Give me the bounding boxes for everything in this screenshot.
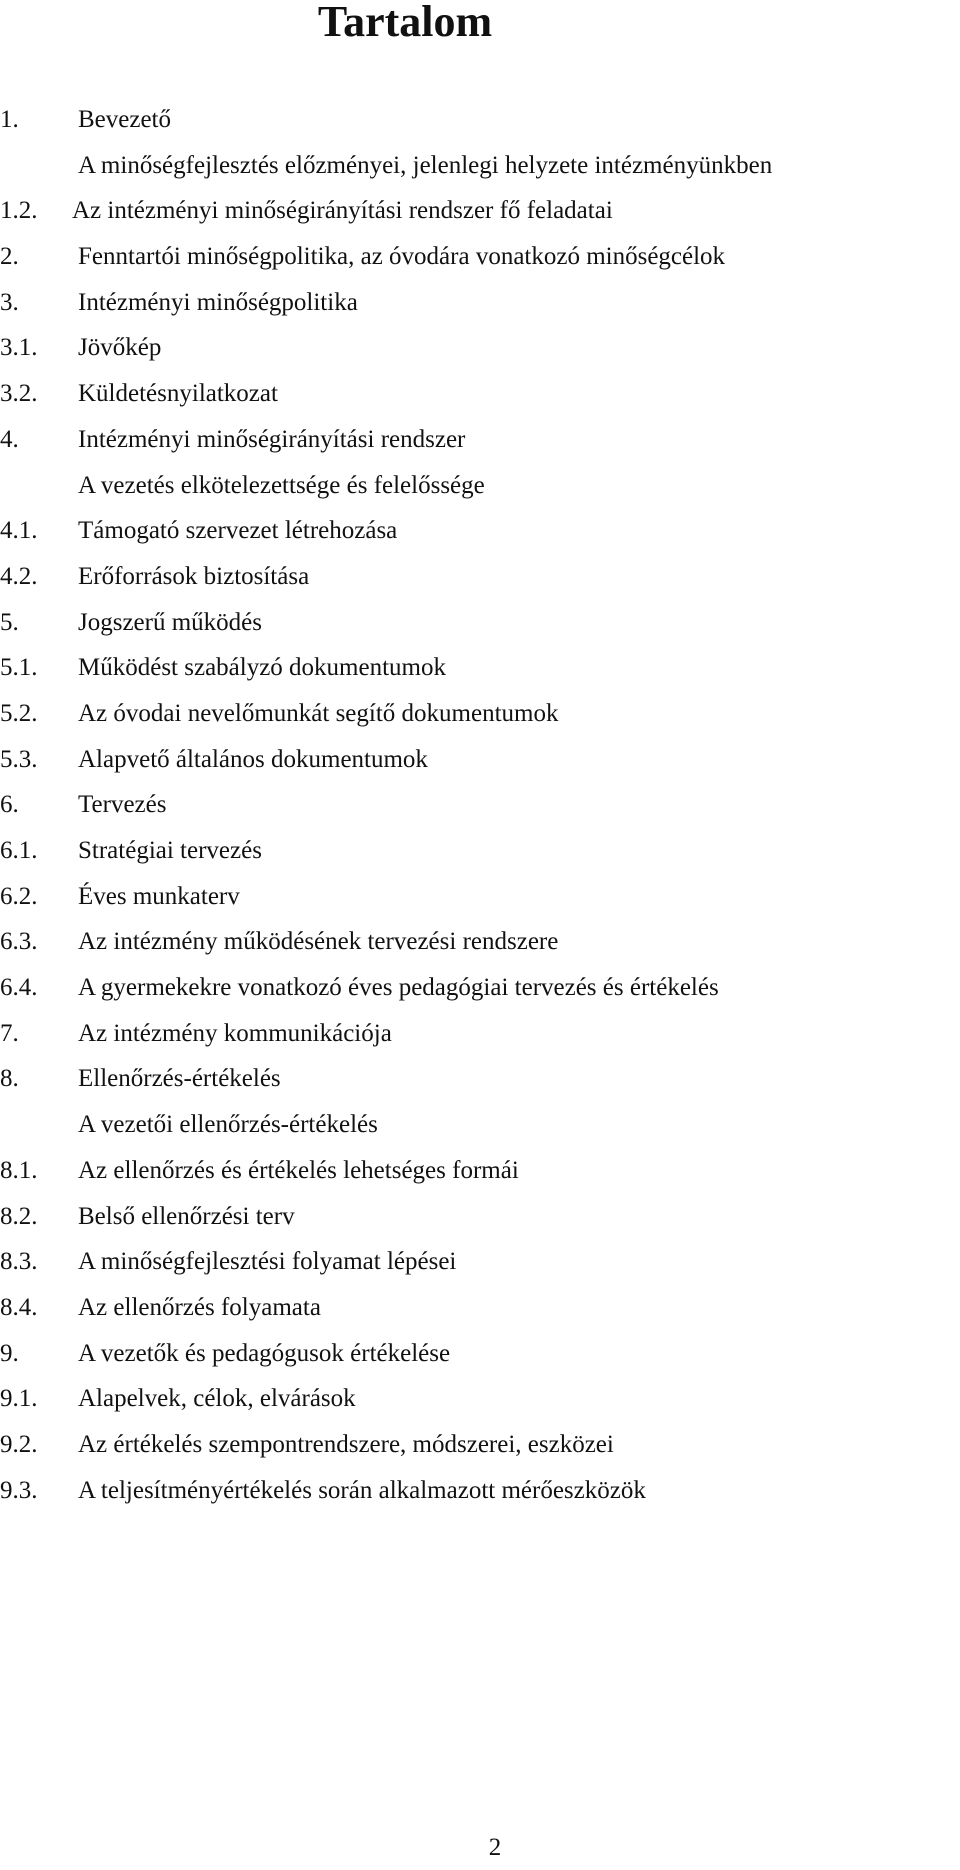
toc-entry-number: 9.2. bbox=[0, 1430, 38, 1458]
toc-entry-title: A minőségfejlesztés előzményei, jelenlegi helyzete intézményünkben bbox=[78, 151, 773, 179]
toc-entry-number: 8. bbox=[0, 1065, 19, 1093]
toc-entry-number: 8.1. bbox=[0, 1156, 38, 1184]
toc-entry-title: Az intézmény kommunikációja bbox=[78, 1019, 392, 1047]
toc-entry bbox=[0, 836, 960, 882]
toc-entry-title: Alapelvek, célok, elvárások bbox=[78, 1385, 356, 1413]
toc-entry-title: Éves munkaterv bbox=[78, 882, 240, 910]
toc-entry bbox=[0, 608, 960, 654]
toc-entry bbox=[0, 973, 960, 1019]
toc-entry-title: Támogató szervezet létrehozása bbox=[78, 517, 398, 545]
toc-entry-number: 3. bbox=[0, 288, 19, 316]
toc-entry-title: Az ellenőrzés folyamata bbox=[78, 1293, 321, 1321]
toc-entry bbox=[0, 653, 960, 699]
toc-entry bbox=[0, 1019, 960, 1065]
toc-entry-number: 6.1. bbox=[0, 837, 38, 864]
toc-entry bbox=[0, 1339, 960, 1385]
toc-entry bbox=[0, 790, 960, 836]
toc-entry-number: 5.2. bbox=[0, 699, 38, 727]
toc-entry-title: Ellenőrzés-értékelés bbox=[78, 1065, 281, 1093]
toc-entry bbox=[0, 471, 960, 517]
toc-entry-title: A vezetés elkötelezettsége és felelőssége bbox=[78, 471, 485, 499]
toc-entry bbox=[0, 1384, 960, 1430]
toc-entry-title: Az értékelés szempontrendszere, módszerei, eszközei bbox=[78, 1430, 614, 1458]
toc-entry-number: 8.4. bbox=[0, 1293, 38, 1321]
toc-entry-number: 5.1. bbox=[0, 654, 38, 682]
toc-entry-number: 6.3. bbox=[0, 928, 38, 956]
toc-entry-number: 3.2. bbox=[0, 380, 38, 408]
toc-entry bbox=[0, 105, 960, 151]
toc-entry bbox=[0, 1202, 960, 1248]
table-of-contents bbox=[0, 105, 960, 1521]
toc-entry bbox=[0, 425, 960, 471]
toc-entry-number: 5.3. bbox=[0, 745, 38, 773]
toc-entry bbox=[0, 562, 960, 608]
toc-entry-title: Az intézményi minőségirányítási rendszer fő feladatai bbox=[72, 197, 613, 225]
toc-entry-title: Az intézmény működésének tervezési rendszere bbox=[78, 928, 559, 956]
toc-entry-title: A teljesítményértékelés során alkalmazott mérőeszközök bbox=[78, 1476, 646, 1504]
toc-entry-title: Intézményi minőségpolitika bbox=[78, 288, 358, 316]
toc-entry-title: Belső ellenőrzési terv bbox=[78, 1202, 295, 1230]
toc-entry bbox=[0, 242, 960, 288]
toc-entry bbox=[0, 1430, 960, 1476]
toc-entry-number: 9. bbox=[0, 1339, 19, 1367]
toc-entry bbox=[0, 196, 960, 242]
toc-entry-number: 8.3. bbox=[0, 1248, 38, 1276]
toc-entry-number: 9.1. bbox=[0, 1385, 38, 1413]
toc-entry-title: Működést szabályzó dokumentumok bbox=[78, 654, 446, 682]
toc-entry-number: 2. bbox=[0, 243, 19, 271]
toc-entry bbox=[0, 516, 960, 562]
toc-entry-title: Jövőkép bbox=[78, 334, 162, 362]
toc-entry-title: A vezetői ellenőrzés-értékelés bbox=[78, 1111, 378, 1139]
toc-entry-title: Az ellenőrzés és értékelés lehetséges formái bbox=[78, 1156, 519, 1184]
toc-entry-number: 9.3. bbox=[0, 1476, 38, 1504]
toc-entry bbox=[0, 1156, 960, 1202]
toc-entry bbox=[0, 699, 960, 745]
toc-entry-title: Jogszerű működés bbox=[78, 608, 262, 636]
toc-entry-title: Fenntartói minőségpolitika, az óvodára vonatkozó minőségcélok bbox=[78, 243, 726, 271]
toc-entry bbox=[0, 288, 960, 334]
toc-entry bbox=[0, 1293, 960, 1339]
toc-entry bbox=[0, 745, 960, 791]
toc-entry-title: Bevezető bbox=[78, 106, 172, 133]
toc-entry bbox=[0, 1247, 960, 1293]
page-number: 2 bbox=[488, 1834, 502, 1861]
toc-entry-number: 1. bbox=[0, 106, 19, 133]
toc-entry-title: A gyermekekre vonatkozó éves pedagógiai tervezés és értékelés bbox=[78, 974, 719, 1002]
toc-entry bbox=[0, 1110, 960, 1156]
toc-entry-title: Küldetésnyilatkozat bbox=[78, 380, 278, 408]
toc-entry-number: 3.1. bbox=[0, 334, 38, 362]
toc-entry-number: 6. bbox=[0, 791, 19, 819]
toc-entry-title: Stratégiai tervezés bbox=[78, 837, 262, 864]
toc-entry-title: A vezetők és pedagógusok értékelése bbox=[78, 1339, 451, 1367]
toc-entry-number: 7. bbox=[0, 1019, 19, 1047]
toc-entry-title: Erőforrások biztosítása bbox=[78, 562, 310, 590]
toc-entry-number: 4.2. bbox=[0, 562, 38, 590]
toc-entry-title: Alapvető általános dokumentumok bbox=[78, 745, 428, 773]
toc-entry bbox=[0, 882, 960, 928]
toc-entry bbox=[0, 379, 960, 425]
toc-entry bbox=[0, 151, 960, 197]
toc-entry-number: 4.1. bbox=[0, 517, 38, 545]
page-title: Tartalom bbox=[317, 0, 493, 46]
toc-entry bbox=[0, 927, 960, 973]
toc-entry-title: Tervezés bbox=[78, 791, 167, 819]
toc-entry-title: Intézményi minőségirányítási rendszer bbox=[78, 425, 466, 453]
toc-entry bbox=[0, 333, 960, 379]
toc-entry-number: 8.2. bbox=[0, 1202, 38, 1230]
toc-entry-number: 4. bbox=[0, 425, 19, 453]
toc-entry bbox=[0, 1476, 960, 1522]
toc-entry bbox=[0, 1064, 960, 1110]
toc-entry-title: A minőségfejlesztési folyamat lépései bbox=[78, 1248, 457, 1276]
toc-entry-number: 5. bbox=[0, 608, 19, 636]
toc-entry-number: 6.4. bbox=[0, 974, 38, 1002]
toc-entry-title: Az óvodai nevelőmunkát segítő dokumentumok bbox=[78, 699, 559, 727]
toc-entry-number: 1.2. bbox=[0, 197, 38, 225]
toc-entry-number: 6.2. bbox=[0, 882, 38, 910]
